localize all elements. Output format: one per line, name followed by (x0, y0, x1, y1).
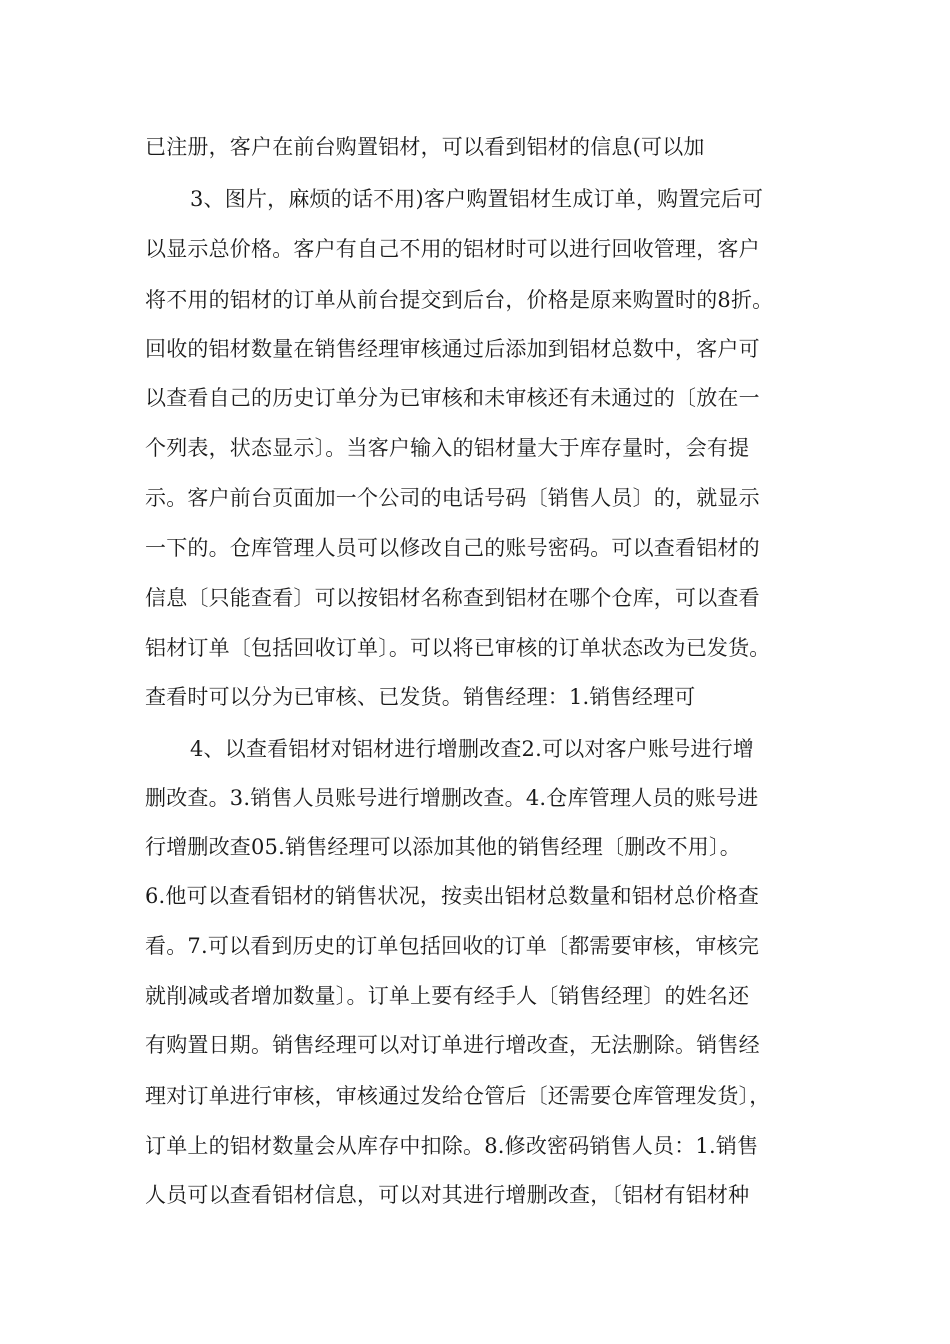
text-line: 将不用的铝材的订单从前台提交到后台，价格是原来购置时的8折。 (145, 288, 774, 312)
text-line: 行增删改查05.销售经理可以添加其他的销售经理〔删改不用〕。 (145, 835, 741, 859)
text-line: 就削减或者增加数量〕。订单上要有经手人〔销售经理〕的姓名还 (145, 984, 750, 1008)
text-line: 示。客户前台页面加一个公司的电话号码〔销售人员〕的，就显示 (145, 486, 760, 510)
text-line: 理对订单进行审核，审核通过发给仓管后〔还需要仓库管理发货〕， (145, 1084, 771, 1108)
text-line: 回收的铝材数量在销售经理审核通过后添加到铝材总数中，客户可 (145, 337, 760, 361)
text-line: 查看时可以分为已审核、已发货。销售经理：1.销售经理可 (145, 685, 696, 709)
text-line: 4、以查看铝材对铝材进行增删改查2.可以对客户账号进行增 (190, 737, 754, 761)
text-line: 已注册，客户在前台购置铝材，可以看到铝材的信息(可以加 (145, 135, 705, 159)
text-line: 信息〔只能查看〕可以按铝材名称查到铝材在哪个仓库，可以查看 (145, 586, 760, 610)
text-line: 看。7.可以看到历史的订单包括回收的订单〔都需要审核，审核完 (145, 934, 760, 958)
text-line: 个列表，状态显示〕。当客户输入的铝材量大于库存量时，会有提 (145, 436, 750, 460)
text-line: 有购置日期。销售经理可以对订单进行增改查，无法删除。销售经 (145, 1033, 760, 1057)
text-line: 以查看自己的历史订单分为已审核和未审核还有未通过的〔放在一 (145, 386, 760, 410)
text-line: 铝材订单〔包括回收订单〕。可以将已审核的订单状态改为已发货。 (145, 636, 771, 660)
text-line: 3、图片，麻烦的话不用)客户购置铝材生成订单，购置完后可 (190, 187, 764, 211)
text-line: 一下的。仓库管理人员可以修改自己的账号密码。可以查看铝材的 (145, 536, 760, 560)
text-line: 人员可以查看铝材信息，可以对其进行增删改查，〔铝材有铝材种 (145, 1183, 750, 1207)
text-line: 订单上的铝材数量会从库存中扣除。8.修改密码销售人员：1.销售 (145, 1134, 759, 1158)
text-line: 6.他可以查看铝材的销售状况，按卖出铝材总数量和铝材总价格查 (145, 884, 760, 908)
text-line: 删改查。3.销售人员账号进行增删改查。4.仓库管理人员的账号进 (145, 786, 759, 810)
text-line: 以显示总价格。客户有自己不用的铝材时可以进行回收管理，客户 (145, 237, 760, 261)
